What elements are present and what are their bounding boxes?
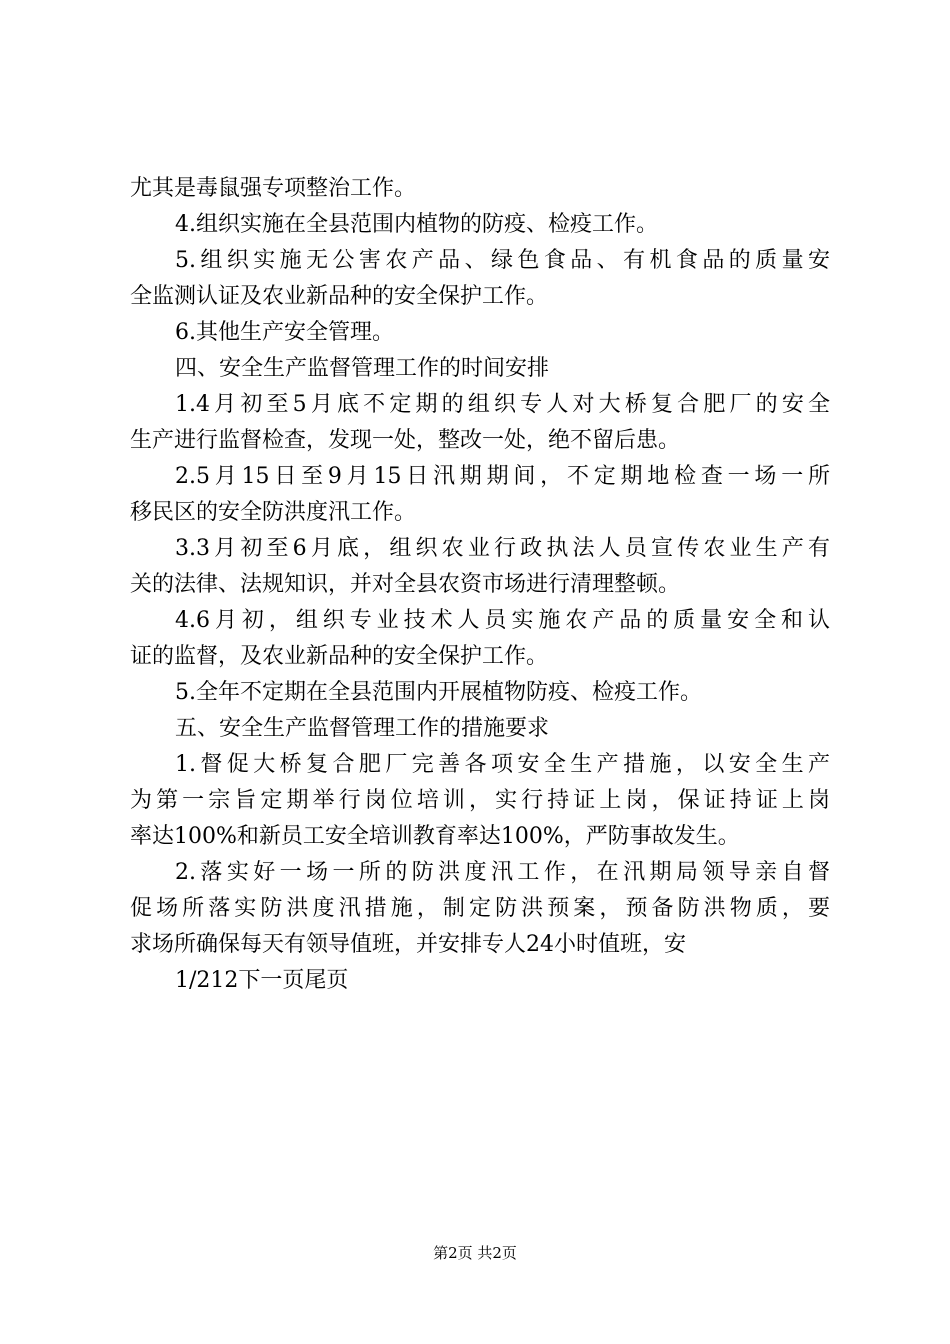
paragraph-line: 5.组织实施无公害农产品、绿色食品、有机食品的质量安 (175, 248, 830, 273)
paragraph-line: 5.全年不定期在全县范围内开展植物防疫、检疫工作。 (175, 680, 702, 705)
paragraph-line: 关的法律、法规知识，并对全县农资市场进行清理整顿。 (130, 572, 681, 597)
paragraph-line: 率达100%和新员工安全培训教育率达100%，严防事故发生。 (130, 824, 740, 849)
paragraph-line: 求场所确保每天有领导值班，并安排专人24小时值班，安 (130, 932, 686, 957)
paragraph-line: 2.落实好一场一所的防洪度汛工作，在汛期局领导亲自督 (175, 860, 830, 885)
paragraph-line: 全监测认证及农业新品种的安全保护工作。 (130, 284, 549, 309)
pagination-text: 1/212下一页尾页 (175, 968, 349, 993)
paragraph-line: 1.督促大桥复合肥厂完善各项安全生产措施，以安全生产 (175, 752, 830, 777)
paragraph-line: 证的监督，及农业新品种的安全保护工作。 (130, 644, 549, 669)
document-body (130, 171, 830, 999)
paragraph-line: 促场所落实防洪度汛措施，制定防洪预案，预备防洪物质，要 (130, 896, 830, 921)
paragraph-line: 4.6月初，组织专业技术人员实施农产品的质量安全和认 (175, 608, 830, 633)
section-heading: 五、安全生产监督管理工作的措施要求 (175, 716, 550, 741)
paragraph-line: 1.4月初至5月底不定期的组织专人对大桥复合肥厂的安全 (175, 392, 830, 417)
paragraph-line: 尤其是毒鼠强专项整治工作。 (130, 176, 417, 201)
page-number-footer: 第2页 共2页 (433, 1244, 517, 1262)
paragraph-line: 6.其他生产安全管理。 (175, 320, 394, 345)
paragraph-line: 4.组织实施在全县范围内植物的防疫、检疫工作。 (175, 212, 658, 237)
paragraph-line: 移民区的安全防洪度汛工作。 (130, 500, 417, 525)
paragraph-line: 3.3月初至6月底，组织农业行政执法人员宣传农业生产有 (175, 536, 830, 561)
paragraph-line: 2.5月15日至9月15日汛期期间，不定期地检查一场一所 (175, 464, 830, 489)
paragraph-line: 为第一宗旨定期举行岗位培训，实行持证上岗，保证持证上岗 (130, 788, 830, 813)
section-heading: 四、安全生产监督管理工作的时间安排 (175, 356, 550, 381)
paragraph-line: 生产进行监督检查，发现一处，整改一处，绝不留后患。 (130, 428, 681, 453)
